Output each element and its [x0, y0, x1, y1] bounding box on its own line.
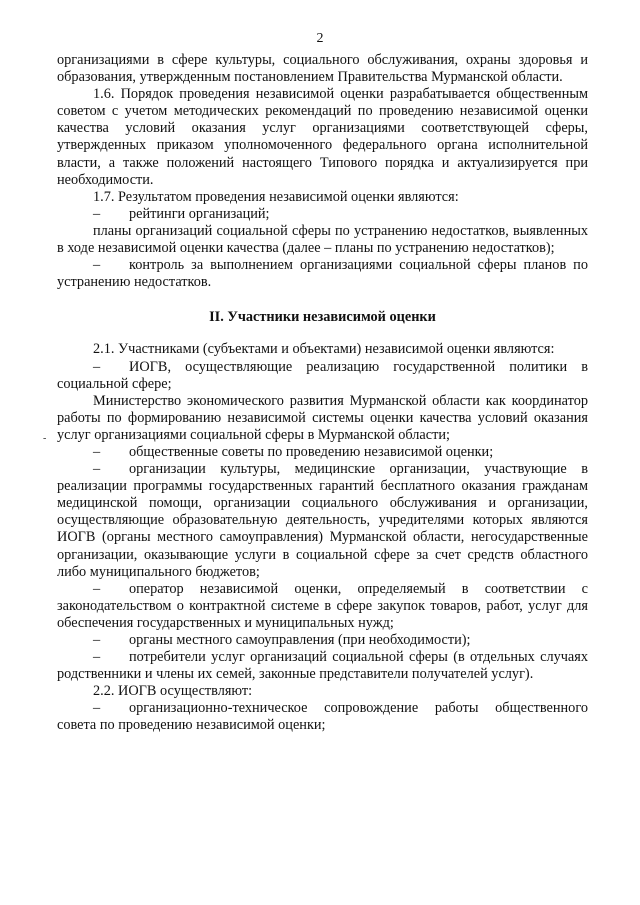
margin-mark: - — [43, 433, 47, 444]
list-item — [57, 461, 588, 581]
dash-bullet: – — [93, 580, 101, 597]
list-item — [57, 649, 588, 683]
dash-bullet: – — [93, 358, 101, 375]
paragraph-text: органы местного самоуправления (при необходимости); — [129, 632, 471, 648]
paragraph-text: 1.7. Результатом проведения независимой оценки являются: — [93, 188, 459, 205]
paragraph-text: общественные советы по проведению независимой оценки; — [129, 443, 494, 460]
dash-bullet: – — [93, 205, 101, 222]
paragraph-text: потребители услуг организаций социальной сферы (в отдельных случаях родственники и члены их семей, законные представители получателей услуг). — [57, 649, 588, 683]
paragraph — [57, 86, 588, 189]
paragraph — [57, 393, 588, 444]
paragraph-text: ИОГВ, осуществляющие реализацию государственной политики в социальной сфере; — [57, 358, 588, 392]
paragraph-text: организациями в сфере культуры, социального обслуживания, охраны здоровья и образования, утвержденным постановлением Правительства Мурманской области. — [57, 52, 588, 86]
paragraph-text: организации культуры, медицинские организации, участвующие в реализации программы государственных гарантий бесплатного оказания гражданам медицинской помощи, организации социального обслуживания и организации, осуществляющие образовательную деятельность, учредителями которых являются ИОГВ (органы местного самоуправления) Мурманской области, негосударственные организации, оказывающие услуги в социальной сфере за счет средств областного либо муниципального бюджетов; — [57, 461, 588, 580]
paragraph — [57, 189, 588, 206]
paragraph — [57, 52, 588, 86]
paragraph — [57, 223, 588, 257]
list-item — [57, 581, 588, 632]
list-item — [57, 444, 588, 461]
paragraph-text: 1.6. Порядок проведения независимой оценки разрабатывается общественным советом с учетом методических рекомендаций по проведению независимой оценки качества условий оказания услуг организациями соответствующей сферы, утвержденных приказом уполномоченного федерального органа исполнительной власти, а также положений настоящего Типового порядка и актуализируется при необходимости. — [57, 86, 588, 188]
list-item — [57, 700, 588, 734]
dash-bullet: – — [93, 649, 101, 666]
paragraph-text: Министерство экономического развития Мурманской области как координатор работы по формированию независимой системы оценки качества условий оказания услуг организациями социальной сферы в Мурманской области; — [57, 392, 588, 443]
paragraph — [57, 341, 588, 358]
list-item — [57, 206, 588, 223]
paragraph-text: 2.1. Участниками (субъектами и объектами) независимой оценки являются: — [93, 341, 555, 358]
paragraph-text: 2.2. ИОГВ осуществляют: — [93, 683, 253, 700]
paragraph-text: планы организаций социальной сферы по устранению недостатков, выявленных в ходе независимой оценки качества (далее – планы по устранению недостатков); — [57, 222, 588, 257]
list-item — [57, 632, 588, 649]
section-heading: II. Участники независимой оценки — [209, 309, 436, 326]
section-1-continued — [57, 52, 588, 291]
document-body — [57, 52, 588, 735]
page-number: 2 — [316, 31, 324, 46]
dash-bullet: – — [93, 700, 101, 717]
dash-bullet: – — [93, 443, 101, 460]
paragraph-text: оператор независимой оценки, определяемый в соответствии с законодательством о контрактной системе в сфере закупок товаров, работ, услуг для обеспечения государственных и муниципальных нужд; — [57, 580, 588, 631]
paragraph-text: контроль за выполнением организациями социальной сферы планов по устранению недостатков. — [57, 257, 588, 291]
section-2 — [57, 341, 588, 734]
paragraph-text: рейтинги организаций; — [129, 205, 270, 222]
list-item — [57, 359, 588, 393]
list-item — [57, 257, 588, 291]
dash-bullet: – — [93, 257, 101, 274]
paragraph — [57, 683, 588, 700]
dash-bullet: – — [93, 632, 101, 648]
dash-bullet: – — [93, 461, 101, 478]
paragraph-text: организационно-техническое сопровождение работы общественного совета по проведению независимой оценки; — [57, 700, 588, 734]
